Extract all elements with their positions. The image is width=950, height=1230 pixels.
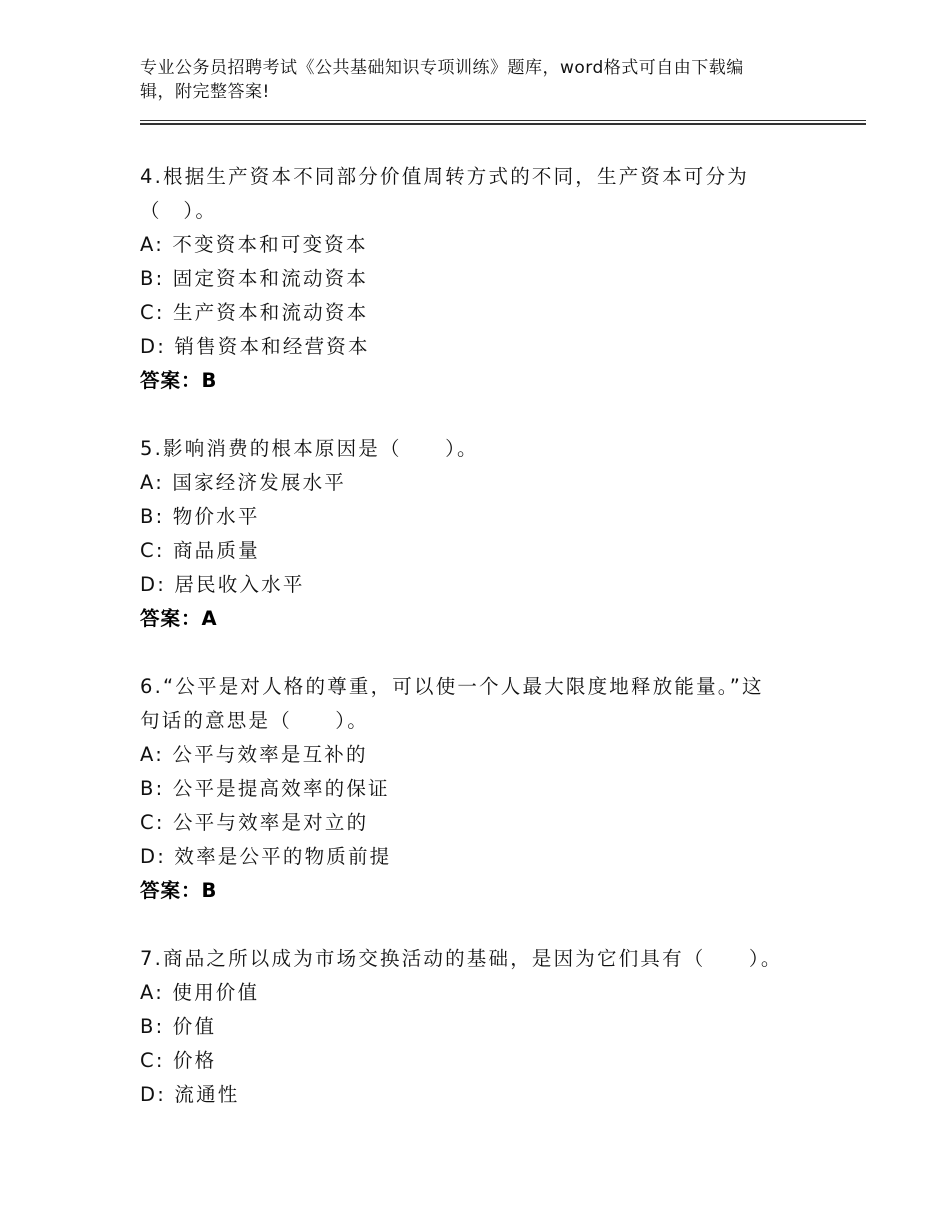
header-line-2: 辑，附完整答案! <box>140 82 270 102</box>
question-stem: 4.根据生产资本不同部分价值周转方式的不同，生产资本可分为 <box>140 165 749 188</box>
answer-label: 答案：B <box>140 369 218 392</box>
option-c: C: 生产资本和流动资本 <box>140 301 369 324</box>
option-c: C: 商品质量 <box>140 539 260 562</box>
question-list <box>140 160 840 1146</box>
option-b: B: 物价水平 <box>140 505 260 528</box>
header-line-1: 专业公务员招聘考试《公共基础知识专项训练》题库，word格式可自由下载编 <box>140 58 744 78</box>
question-5 <box>140 432 840 636</box>
question-4 <box>140 160 840 398</box>
question-stem: 6.“公平是对人格的尊重，可以使一个人最大限度地释放能量。”这 <box>140 675 764 698</box>
option-b: B: 公平是提高效率的保证 <box>140 777 390 800</box>
option-d: D: 居民收入水平 <box>140 573 305 596</box>
option-a: A: 公平与效率是互补的 <box>140 743 368 766</box>
question-stem: 5.影响消费的根本原因是（ ）。 <box>140 437 479 460</box>
header-divider-bottom <box>140 123 866 125</box>
option-c: C: 公平与效率是对立的 <box>140 811 369 834</box>
option-d: D: 销售资本和经营资本 <box>140 335 370 358</box>
question-stem-continued: 句话的意思是（ ）。 <box>140 709 369 732</box>
option-d: D: 流通性 <box>140 1083 240 1106</box>
document-header <box>140 56 800 104</box>
question-7 <box>140 942 840 1112</box>
option-c: C: 价格 <box>140 1049 217 1072</box>
question-6 <box>140 670 840 908</box>
question-stem: 7.商品之所以成为市场交换活动的基础，是因为它们具有（ ）。 <box>140 947 783 970</box>
answer-label: 答案：B <box>140 879 218 902</box>
option-d: D: 效率是公平的物质前提 <box>140 845 392 868</box>
question-stem-continued: （ ）。 <box>140 199 218 222</box>
option-a: A: 国家经济发展水平 <box>140 471 346 494</box>
option-a: A: 不变资本和可变资本 <box>140 233 368 256</box>
answer-label: 答案：A <box>140 607 218 630</box>
option-a: A: 使用价值 <box>140 981 260 1004</box>
header-divider-top <box>140 120 866 121</box>
option-b: B: 固定资本和流动资本 <box>140 267 369 290</box>
option-b: B: 价值 <box>140 1015 217 1038</box>
